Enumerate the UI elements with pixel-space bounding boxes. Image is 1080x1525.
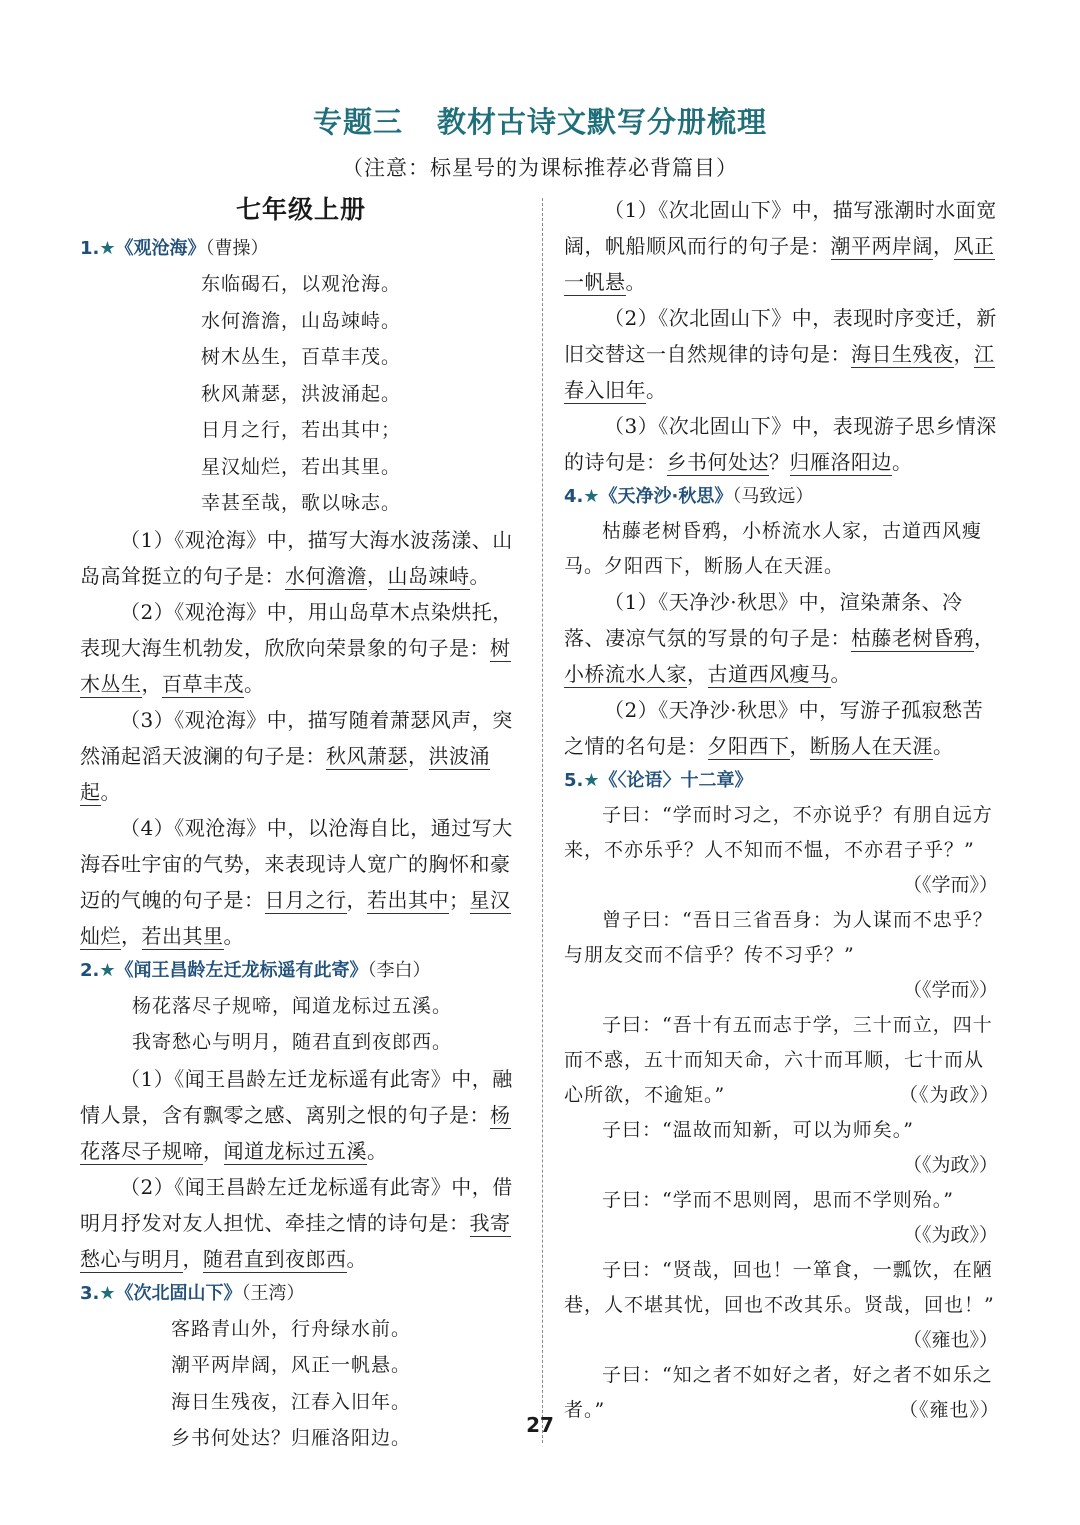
answer: 我寄愁心与明月 bbox=[80, 1210, 511, 1271]
topic-title: 教材古诗文默写分册梳理 bbox=[437, 105, 768, 139]
question: （2）《天净沙·秋思》中，写游子孤寂愁苦之情的名句是：夕阳西下，断肠人在天涯。 bbox=[564, 698, 984, 758]
question: （1）《观沧海》中，描写大海水波荡漾、山岛高耸挺立的句子是：水何澹澹，山岛竦峙。 bbox=[80, 527, 513, 588]
poem-body bbox=[80, 988, 522, 1061]
question: （1）《天净沙·秋思》中，渲染萧条、冷落、凄凉气氛的写景的句子是：枯藤老树昏鸦，小桥流水人家，古道西风瘦马。 bbox=[564, 590, 995, 686]
answer: 江春入旧年 bbox=[564, 342, 995, 402]
section-heading-1 bbox=[80, 232, 522, 266]
analects-source: （《雍也》） bbox=[902, 1329, 998, 1351]
question: （4）《观沧海》中，以沧海自比，通过写大海吞吐宇宙的气势，来表现诗人宽广的胸怀和豪迈的气魄的句子是：日月之行，若出其中；星汉灿烂，若出其里。 bbox=[80, 815, 513, 948]
poem-author: （马致远） bbox=[732, 486, 814, 507]
answer: 潮平两岸阔 bbox=[830, 234, 933, 258]
answer: 古道西风瘦马 bbox=[707, 662, 831, 686]
answer: 夕阳西下 bbox=[707, 734, 790, 758]
answer: 小桥流水人家 bbox=[564, 662, 687, 686]
answer: 日月之行 bbox=[264, 887, 347, 912]
answer: 树木丛生 bbox=[80, 635, 511, 696]
section-number: 5. bbox=[564, 770, 584, 791]
section-number: 3. bbox=[80, 1282, 100, 1304]
star-icon: ★ bbox=[99, 1282, 116, 1304]
answer: 风正一帆悬 bbox=[564, 234, 995, 294]
poem-line: 东临碣石，以观沧海。 bbox=[201, 273, 402, 295]
poem-title: 《〈论语〉十二章》 bbox=[599, 770, 753, 791]
answer: 枯藤老树昏鸦 bbox=[851, 626, 974, 650]
answer: 乡书何处达 bbox=[666, 450, 769, 474]
poem-line: 潮平两岸阔，风正一帆悬。 bbox=[171, 1354, 412, 1376]
analects-source: （《雍也》） bbox=[898, 1399, 1000, 1421]
section-heading-4 bbox=[564, 480, 1000, 514]
star-icon: ★ bbox=[583, 486, 600, 507]
left-column bbox=[80, 190, 522, 1457]
analects-item: 子曰：“温故而知新，可以为师矣。” bbox=[602, 1119, 914, 1141]
question: （2）《闻王昌龄左迁龙标遥有此寄》中，借明月抒发对友人担忧、牵挂之情的诗句是：我寄愁心与明月，随君直到夜郎西。 bbox=[80, 1174, 513, 1271]
star-icon: ★ bbox=[583, 770, 600, 791]
analects-item: 子曰：“知之者不如好之者，好之者不如乐之者。” （《雍也》） bbox=[564, 1358, 1000, 1428]
page-title bbox=[0, 100, 1080, 141]
analects-source: （《为政》） bbox=[902, 1154, 998, 1176]
answer: 海日生残夜 bbox=[851, 342, 954, 366]
poem-author: （曹操） bbox=[205, 238, 269, 259]
question: （3）《次北固山下》中，表现游子思乡情深的诗句是：乡书何处达？归雁洛阳边。 bbox=[564, 414, 997, 474]
poem-body bbox=[80, 266, 522, 522]
poem-title: 《观沧海》 bbox=[115, 238, 206, 259]
poem-line: 杨花落尽子规啼，闻道龙标过五溪。 bbox=[132, 994, 453, 1017]
analects-item: 曾子曰：“吾日三省吾身：为人谋而不忠乎？与朋友交而不信乎？传不习乎？” bbox=[564, 909, 993, 966]
question: （1）《闻王昌龄左迁龙标遥有此寄》中，融情人景，含有飘零之感、离别之恨的句子是：杨花落尽子规啼，闻道龙标过五溪。 bbox=[80, 1066, 513, 1163]
section-heading-5 bbox=[564, 764, 1000, 798]
answer: 闻道龙标过五溪 bbox=[223, 1138, 367, 1163]
analects-source: （《为政》） bbox=[902, 1224, 998, 1246]
question: （2）《观沧海》中，用山岛草木点染烘托，表现大海生机勃发，欣欣向荣景象的句子是：树木丛生，百草丰茂。 bbox=[80, 599, 513, 696]
star-icon: ★ bbox=[99, 959, 116, 981]
answer: 水何澹澹 bbox=[285, 563, 367, 588]
poem-title: 《天净沙·秋思》 bbox=[599, 486, 733, 507]
right-column bbox=[564, 192, 1000, 1428]
poem-line: 我寄愁心与明月，随君直到夜郎西。 bbox=[132, 1031, 453, 1053]
answer: 若出其中 bbox=[367, 887, 449, 912]
section-heading-3 bbox=[80, 1277, 522, 1311]
analects-list bbox=[564, 798, 1000, 1428]
analects-item: 子曰：“学而时习之，不亦说乎？有朋自远方来，不亦乐乎？人不知而不愠，不亦君子乎？” bbox=[564, 804, 993, 861]
star-icon: ★ bbox=[99, 238, 116, 259]
answer: 断肠人在天涯 bbox=[810, 734, 933, 758]
analects-source: （《学而》） bbox=[902, 874, 998, 896]
section-heading-2 bbox=[80, 954, 522, 988]
poem-line: 树木丛生，百草丰茂。 bbox=[201, 346, 402, 368]
poem-line: 星汉灿烂，若出其里。 bbox=[201, 455, 402, 478]
poem-title: 《次北固山下》 bbox=[115, 1282, 242, 1304]
poem-line: 客路青山外，行舟绿水前。 bbox=[171, 1317, 412, 1340]
section-number: 1. bbox=[80, 238, 100, 259]
poem-line: 幸甚至哉，歌以咏志。 bbox=[201, 492, 402, 514]
question: （2）《次北固山下》中，表现时序变迁，新旧交替这一自然规律的诗句是：海日生残夜，江春入旧年。 bbox=[564, 306, 997, 402]
answer: 山岛竦峙 bbox=[387, 563, 470, 588]
topic-number: 专题三 bbox=[312, 105, 403, 139]
poem-title: 《闻王昌龄左迁龙标遥有此寄》 bbox=[115, 959, 368, 981]
answer: 若出其里 bbox=[141, 923, 224, 948]
analects-source: （《为政》） bbox=[898, 1084, 1000, 1106]
answer: 星汉灿烂 bbox=[80, 887, 511, 948]
poem-line: 海日生残夜，江春入旧年。 bbox=[171, 1390, 412, 1413]
analects-item: 子曰：“吾十有五而志于学，三十而立，四十而不惑，五十而知天命，六十而耳顺，七十而从心所欲，不逾矩。” （《为政》） bbox=[564, 1008, 1000, 1113]
analects-source: （《学而》） bbox=[902, 979, 998, 1001]
answer: 归雁洛阳边 bbox=[789, 450, 892, 474]
answer: 洪波涌起 bbox=[80, 743, 490, 804]
poem-body: 枯藤老树昏鸦，小桥流水人家，古道西风瘦马。夕阳西下，断肠人在天涯。 bbox=[564, 520, 983, 577]
answer: 百草丰茂 bbox=[162, 671, 244, 696]
poem-line: 乡书何处达？归雁洛阳边。 bbox=[171, 1427, 412, 1449]
poem-author: （王湾） bbox=[241, 1282, 305, 1304]
answer: 秋风萧瑟 bbox=[326, 743, 408, 768]
poem-line: 日月之行，若出其中； bbox=[201, 419, 402, 441]
analects-item: 子曰：“贤哉，回也！一箪食，一瓢饮，在陋巷，人不堪其忧，回也不改其乐。贤哉，回也！” bbox=[564, 1259, 995, 1316]
poem-line: 水何澹澹，山岛竦峙。 bbox=[201, 309, 402, 332]
page-number: 27 bbox=[526, 1413, 554, 1437]
question: （1）《次北固山下》中，描写涨潮时水面宽阔，帆船顺风而行的句子是：潮平两岸阔，风正一帆悬。 bbox=[564, 198, 997, 294]
column-divider bbox=[542, 198, 543, 1443]
subtitle-note: （注意：标星号的为课标推荐必背篇目） bbox=[342, 156, 738, 180]
analects-item: 子曰：“学而不思则罔，思而不学则殆。” bbox=[602, 1189, 954, 1211]
poem-line: 秋风萧瑟，洪波涌起。 bbox=[201, 382, 402, 405]
grade-title: 七年级上册 bbox=[235, 195, 366, 224]
answer: 随君直到夜郎西 bbox=[203, 1246, 347, 1271]
section-number: 4. bbox=[564, 486, 584, 507]
question: （3）《观沧海》中，描写随着萧瑟风声，突然涌起滔天波澜的句子是：秋风萧瑟，洪波涌起。 bbox=[80, 707, 513, 804]
section-number: 2. bbox=[80, 959, 100, 981]
poem-author: （李白） bbox=[367, 959, 431, 981]
answer: 杨花落尽子规啼 bbox=[80, 1102, 511, 1163]
